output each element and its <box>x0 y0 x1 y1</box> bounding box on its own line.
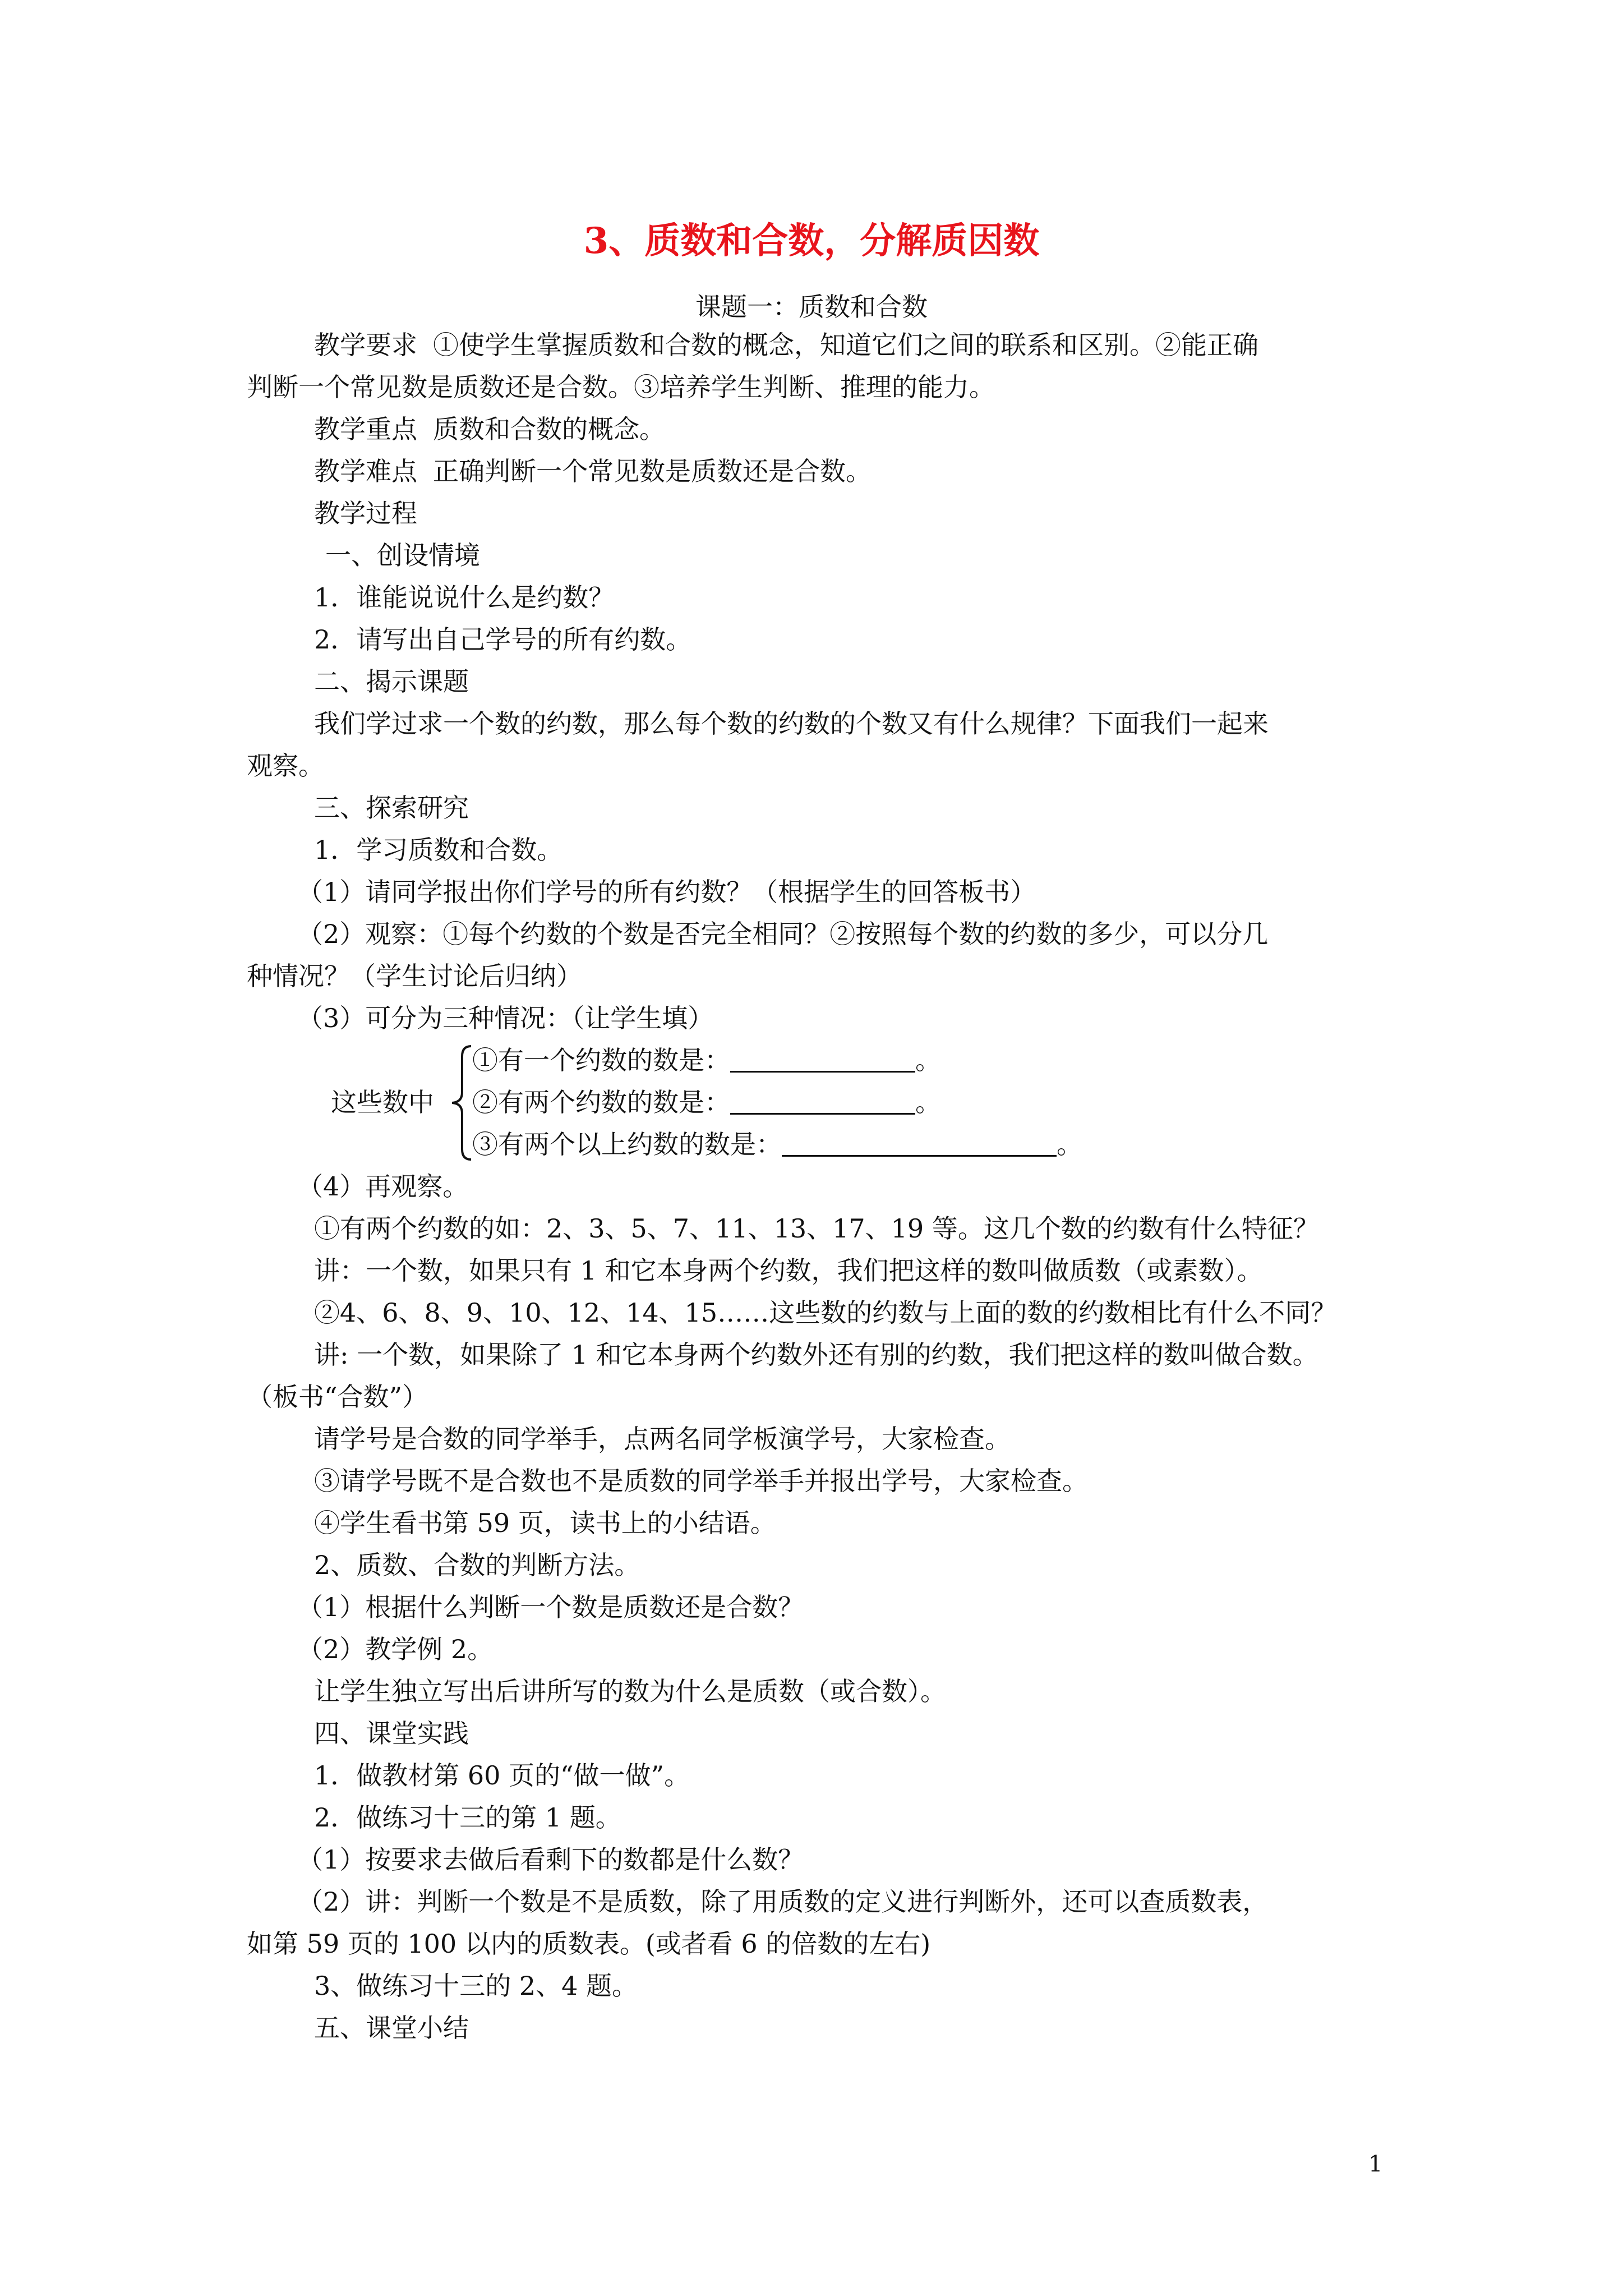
document-title: 3、质数和合数，分解质因数 <box>583 220 1040 262</box>
section-3-line-1: 1．学习质数和合数。 <box>314 835 563 865</box>
section-1-heading: 一、创设情境 <box>325 540 480 570</box>
lesson-body <box>247 324 1391 2049</box>
teaching-requirements <box>247 324 1391 366</box>
difficulty-text: 正确判断一个常见数是质数还是合数。 <box>433 456 872 486</box>
period-1: 。 <box>915 1045 941 1075</box>
section-4-line-6: 3、做练习十三的 2、4 题。 <box>314 1971 638 2001</box>
section-3-line-17: （2）教学例 2。 <box>297 1634 494 1664</box>
page-number: 1 <box>1368 2151 1383 2177</box>
section-3-line-12: 请学号是合数的同学举手，点两名同学板演学号，大家检查。 <box>314 1424 1011 1454</box>
section-1-line-1: 1．谁能说说什么是约数？ <box>314 582 615 613</box>
section-4-line-3: （1）按要求去做后看剩下的数都是什么数？ <box>297 1844 804 1875</box>
section-3-line-6: （4）再观察。 <box>297 1171 469 1202</box>
section-3-line-13: ③请学号既不是合数也不是质数的同学举手并报出学号，大家检查。 <box>314 1466 1088 1496</box>
answer-blank-2[interactable] <box>730 1087 915 1115</box>
case-two <box>472 1082 1082 1124</box>
section-3-line-16: （1）根据什么判断一个数是质数还是合数？ <box>297 1592 804 1622</box>
section-5-heading: 五、课堂小结 <box>314 2013 469 2043</box>
section-3-line-11: （板书“合数”） <box>247 1382 428 1412</box>
period-2: 。 <box>915 1087 941 1117</box>
key-point-label: 教学重点 <box>314 414 417 444</box>
section-2-line-1: 我们学过求一个数的约数，那么每个数的约数的个数又有什么规律？下面我们一起来 <box>314 708 1269 739</box>
section-3-line-14: ④学生看书第 59 页，读书上的小结语。 <box>314 1508 776 1538</box>
teaching-difficulty <box>247 450 1391 493</box>
brace-icon <box>449 1044 473 1162</box>
answer-blank-1[interactable] <box>730 1045 915 1073</box>
section-4-heading: 四、课堂实践 <box>314 1718 469 1749</box>
section-3-line-9: ②4、6、8、9、10、12、14、15……这些数的约数与上面的数的约数相比有什么不同？ <box>314 1297 1337 1328</box>
key-point-text: 质数和合数的概念。 <box>433 414 665 444</box>
section-3-line-8: 讲：一个数，如果只有 1 和它本身两个约数，我们把这样的数叫做质数（或素数）。 <box>314 1255 1263 1286</box>
requirements-text-cont: 判断一个常见数是质数还是合数。③培养学生判断、推理的能力。 <box>247 372 995 402</box>
section-1-line-2: 2．请写出自己学号的所有约数。 <box>314 624 692 655</box>
section-3-line-5: （3）可分为三种情况：（让学生填） <box>297 1003 714 1033</box>
section-3-line-2: （1）请同学报出你们学号的所有约数？（根据学生的回答板书） <box>297 877 1036 907</box>
lesson-subtitle: 课题一：质数和合数 <box>695 292 928 322</box>
three-cases-group <box>331 1039 1391 1166</box>
teaching-key-point <box>247 408 1391 450</box>
case-one <box>472 1039 1082 1082</box>
section-3-line-10: 讲: 一个数，如果除了 1 和它本身两个约数外还有别的约数，我们把这样的数叫做合数。 <box>314 1340 1318 1370</box>
group-lines <box>472 1039 1082 1166</box>
section-4-line-1: 1．做教材第 60 页的“做一做”。 <box>314 1760 690 1791</box>
section-3-line-18: 让学生独立写出后讲所写的数为什么是质数（或合数）。 <box>314 1676 946 1706</box>
section-3-line-4: 种情况？（学生讨论后归纳） <box>247 961 582 991</box>
section-4-line-2: 2．做练习十三的第 1 题。 <box>314 1802 621 1833</box>
section-3-line-15: 2、质数、合数的判断方法。 <box>314 1550 640 1580</box>
section-3-line-7: ①有两个约数的如：2、3、5、7、11、13、17、19 等。这几个数的约数有什么特征？ <box>314 1213 1319 1244</box>
period-3: 。 <box>1057 1129 1082 1159</box>
difficulty-label: 教学难点 <box>314 456 417 486</box>
case-one-text: ①有一个约数的数是： <box>472 1045 730 1075</box>
teaching-process-heading: 教学过程 <box>314 498 417 528</box>
requirements-text: ①使学生掌握质数和合数的概念，知道它们之间的联系和区别。②能正确 <box>433 330 1258 360</box>
section-3-line-3: （2）观察：①每个约数的个数是否完全相同？②按照每个数的约数的多少，可以分几 <box>297 919 1269 949</box>
group-label: 这些数中 <box>331 1087 434 1117</box>
section-3-heading: 三、探索研究 <box>314 793 469 823</box>
section-4-line-4: （2）讲：判断一个数是不是质数，除了用质数的定义进行判断外，还可以查质数表， <box>297 1887 1269 1917</box>
answer-blank-3[interactable] <box>782 1129 1057 1157</box>
case-three-text: ③有两个以上约数的数是： <box>472 1129 782 1159</box>
case-two-text: ②有两个约数的数是： <box>472 1087 730 1117</box>
case-three <box>472 1124 1082 1166</box>
requirements-label: 教学要求 <box>314 330 417 360</box>
section-4-line-5: 如第 59 页的 100 以内的质数表。(或者看 6 的倍数的左右) <box>247 1929 931 1959</box>
section-2-line-2: 观察。 <box>247 751 324 781</box>
section-2-heading: 二、揭示课题 <box>314 666 469 697</box>
